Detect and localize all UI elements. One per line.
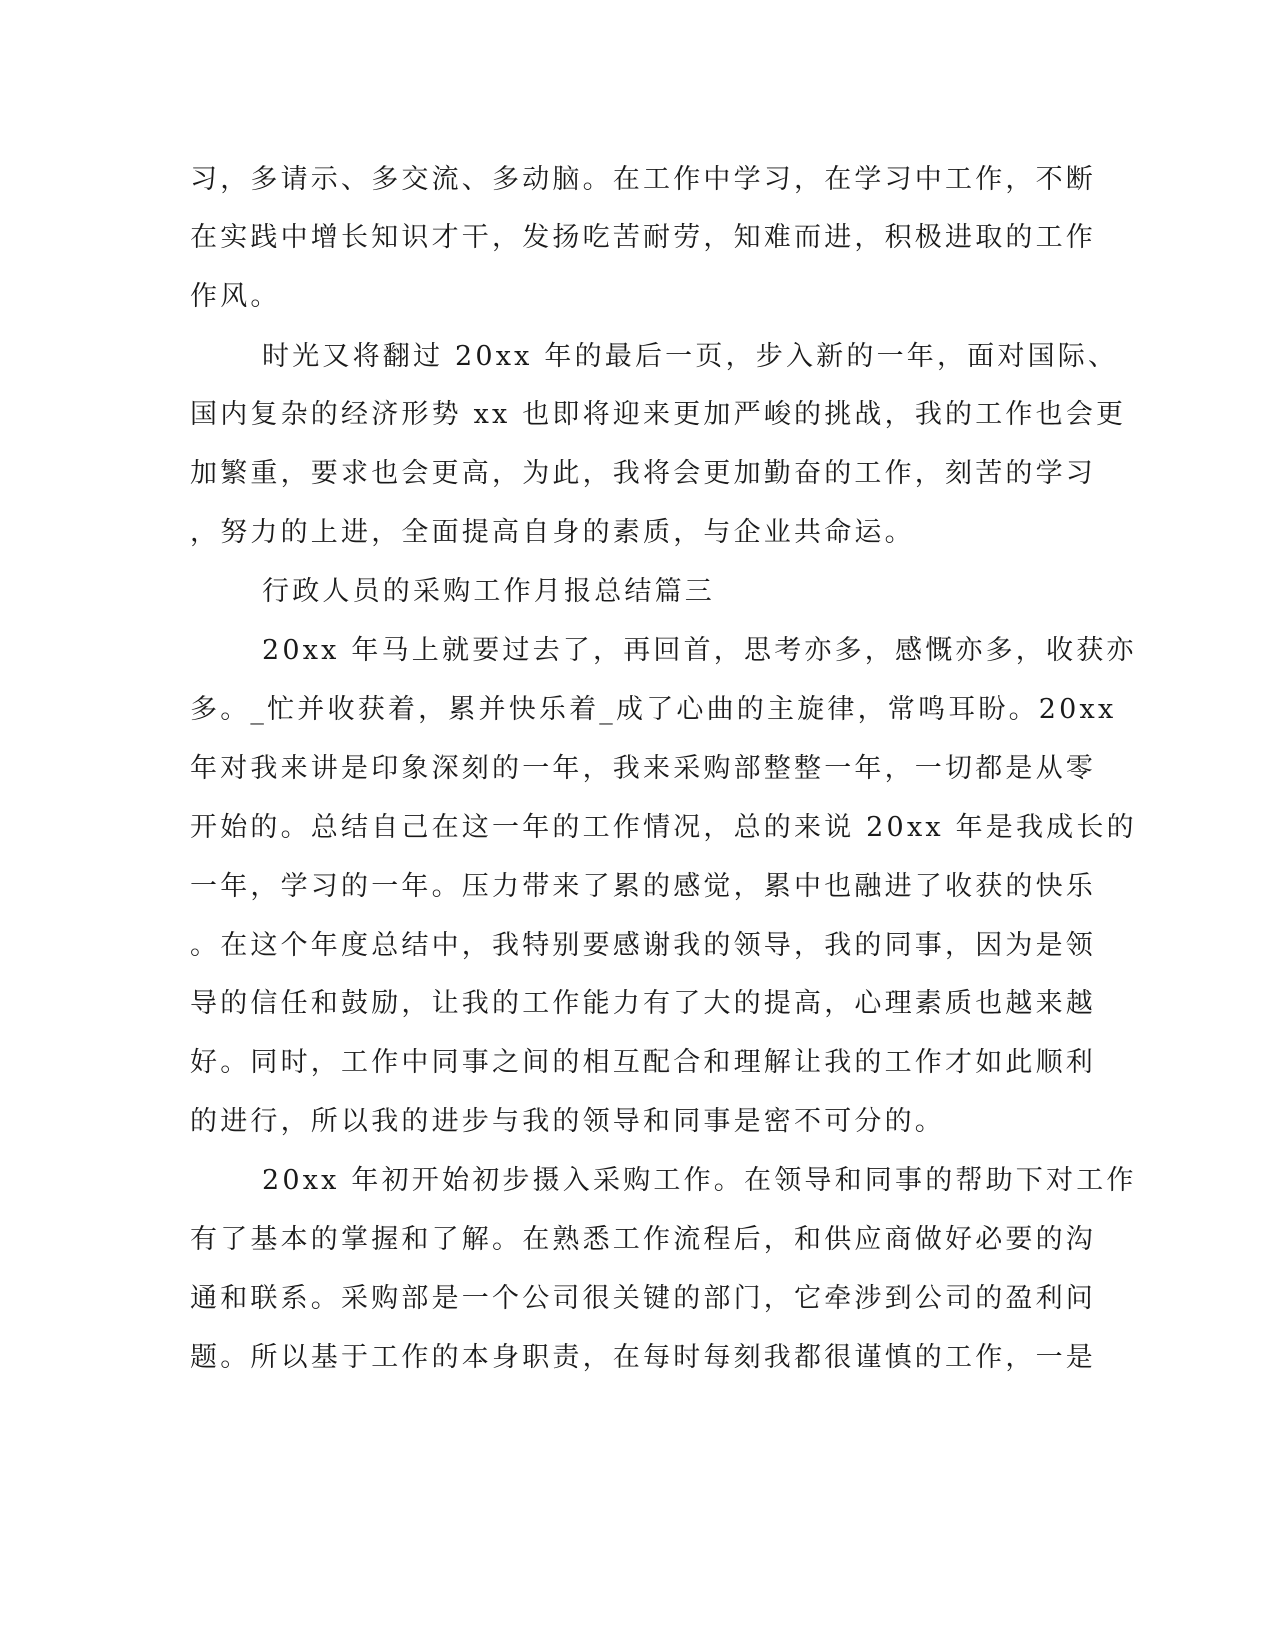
text-line: 。在这个年度总结中，我特别要感谢我的领导，我的同事，因为是领 xyxy=(190,930,1096,961)
text-line: 题。所以基于工作的本身职责，在每时每刻我都很谨慎的工作，一是 xyxy=(190,1342,1096,1373)
text-line: 开始的。总结自己在这一年的工作情况，总的来说 20xx 年是我成长的 xyxy=(190,812,1137,843)
text-line: 通和联系。采购部是一个公司很关键的部门，它牵涉到公司的盈利问 xyxy=(190,1283,1096,1314)
text-line: 加繁重，要求也会更高，为此，我将会更加勤奋的工作，刻苦的学习 xyxy=(190,458,1096,489)
text-line: 作风。 xyxy=(190,281,281,312)
text-line: 的进行，所以我的进步与我的领导和同事是密不可分的。 xyxy=(190,1106,945,1137)
text-line: 一年，学习的一年。压力带来了累的感觉，累中也融进了收获的快乐 xyxy=(190,871,1096,902)
section-heading: 行政人员的采购工作月报总结篇三 xyxy=(262,576,715,607)
text-line: 习，多请示、多交流、多动脑。在工作中学习，在学习中工作，不断 xyxy=(190,164,1096,195)
paragraph-start-line: 20xx 年初开始初步摄入采购工作。在领导和同事的帮助下对工作 xyxy=(262,1165,1137,1196)
paragraph-start-line: 时光又将翻过 20xx 年的最后一页，步入新的一年，面对国际、 xyxy=(262,341,1119,372)
text-line: 有了基本的掌握和了解。在熟悉工作流程后，和供应商做好必要的沟 xyxy=(190,1224,1096,1255)
text-line: ，努力的上进，全面提高自身的素质，与企业共命运。 xyxy=(190,517,915,548)
text-line: 好。同时，工作中同事之间的相互配合和理解让我的工作才如此顺利 xyxy=(190,1047,1096,1078)
text-line: 在实践中增长知识才干，发扬吃苦耐劳，知难而进，积极进取的工作 xyxy=(190,222,1096,253)
text-line: 国内复杂的经济形势 xx 也即将迎来更加严峻的挑战，我的工作也会更 xyxy=(190,399,1127,430)
text-line: 多。_忙并收获着，累并快乐着_成了心曲的主旋律，常鸣耳盼。20xx xyxy=(190,694,1117,725)
text-line: 导的信任和鼓励，让我的工作能力有了大的提高，心理素质也越来越 xyxy=(190,988,1096,1019)
text-line: 年对我来讲是印象深刻的一年，我来采购部整整一年，一切都是从零 xyxy=(190,753,1096,784)
paragraph-start-line: 20xx 年马上就要过去了，再回首，思考亦多，感慨亦多，收获亦 xyxy=(262,635,1137,666)
